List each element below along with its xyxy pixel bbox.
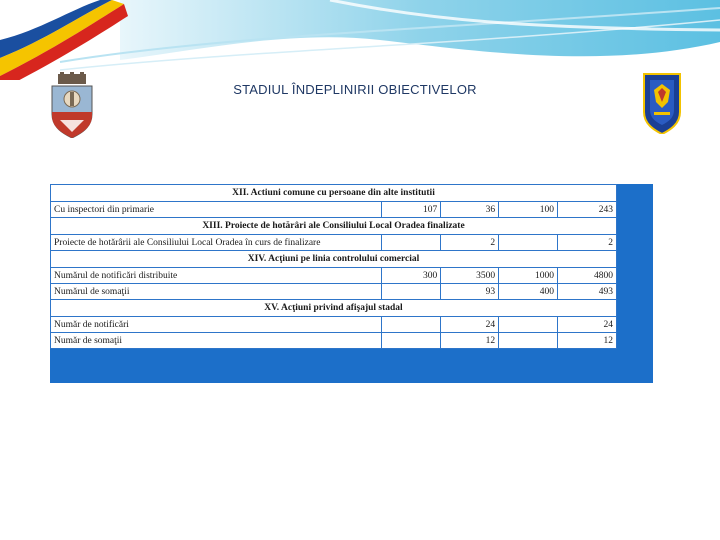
row-label: Număr de notificări xyxy=(51,317,382,333)
table-row xyxy=(51,284,617,300)
row-value: 36 xyxy=(441,202,499,218)
row-label: Număr de somaţii xyxy=(51,333,382,349)
row-value xyxy=(499,317,558,333)
table-row xyxy=(51,268,617,284)
police-emblem-icon xyxy=(640,72,684,134)
row-value: 1000 xyxy=(499,268,558,284)
row-value: 3500 xyxy=(441,268,499,284)
report-table-frame xyxy=(50,184,653,383)
row-label: Proiecte de hotărârii ale Consiliului Local Oradea în curs de finalizare xyxy=(51,235,382,251)
row-value: 93 xyxy=(441,284,499,300)
row-value: 12 xyxy=(558,333,617,349)
row-value xyxy=(382,235,441,251)
row-value: 4800 xyxy=(558,268,617,284)
row-value: 300 xyxy=(382,268,441,284)
row-label: Numărul de somaţii xyxy=(51,284,382,300)
row-value: 2 xyxy=(558,235,617,251)
row-value xyxy=(499,333,558,349)
section-heading-row xyxy=(51,251,617,268)
report-table xyxy=(50,184,617,349)
row-value: 2 xyxy=(441,235,499,251)
row-value: 24 xyxy=(441,317,499,333)
table-row xyxy=(51,333,617,349)
row-value: 400 xyxy=(499,284,558,300)
section-heading: XII. Actiuni comune cu persoane din alte institutii xyxy=(51,185,617,202)
table-row xyxy=(51,235,617,251)
row-value: 107 xyxy=(382,202,441,218)
row-label: Cu inspectori din primarie xyxy=(51,202,382,218)
row-value: 100 xyxy=(499,202,558,218)
section-heading: XIII. Proiecte de hotărâri ale Consiliului Local Oradea finalizate xyxy=(51,218,617,235)
header-banner xyxy=(0,0,720,80)
section-heading-row xyxy=(51,185,617,202)
section-heading: XIV. Acţiuni pe linia controlului comercial xyxy=(51,251,617,268)
section-heading-row xyxy=(51,300,617,317)
tricolor-flag xyxy=(0,0,128,80)
page-title: STADIUL ÎNDEPLINIRII OBIECTIVELOR xyxy=(233,82,477,97)
oradea-coat-of-arms-icon xyxy=(50,72,94,138)
section-heading: XV. Acţiuni privind afişajul stadal xyxy=(51,300,617,317)
row-value: 493 xyxy=(558,284,617,300)
row-label: Numărul de notificări distribuite xyxy=(51,268,382,284)
row-value xyxy=(382,333,441,349)
row-value: 24 xyxy=(558,317,617,333)
row-value xyxy=(382,284,441,300)
table-row xyxy=(51,317,617,333)
wave-background xyxy=(120,0,720,60)
section-heading-row xyxy=(51,218,617,235)
report-table-body xyxy=(51,185,617,349)
row-value xyxy=(499,235,558,251)
row-value: 12 xyxy=(441,333,499,349)
table-row xyxy=(51,202,617,218)
row-value: 243 xyxy=(558,202,617,218)
row-value xyxy=(382,317,441,333)
